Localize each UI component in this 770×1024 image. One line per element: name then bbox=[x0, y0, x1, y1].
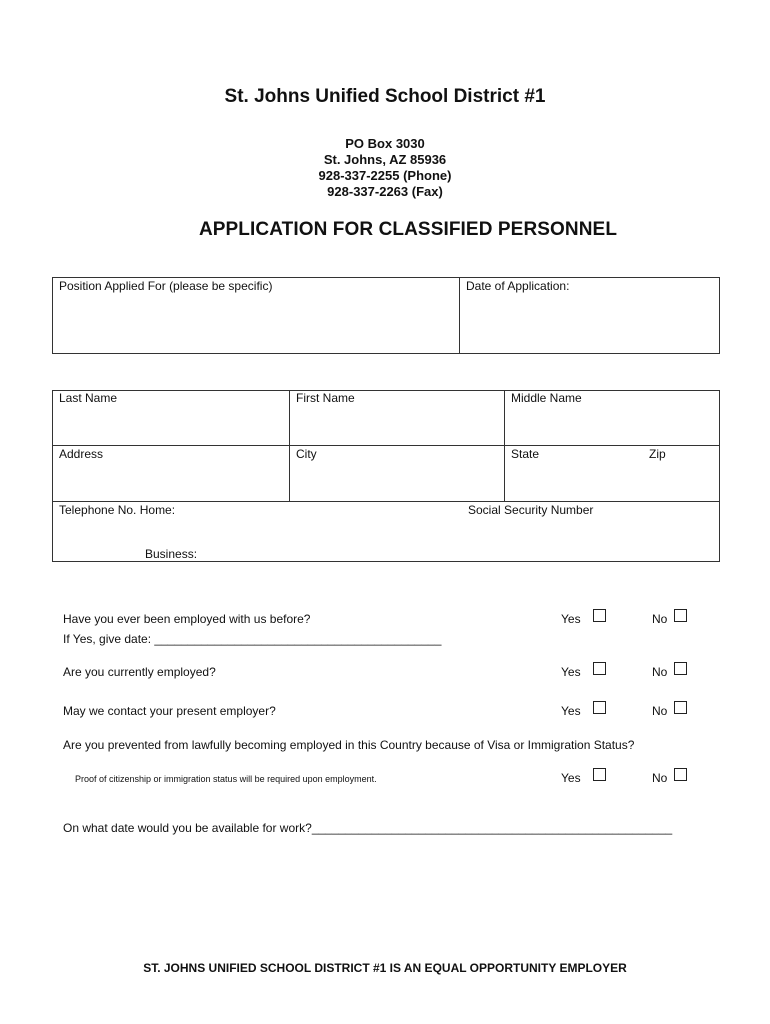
position-divider bbox=[459, 277, 460, 354]
contact-employer-no-label: No bbox=[652, 704, 668, 718]
row-divider-2 bbox=[52, 501, 720, 502]
address-line-phone: 928-337-2255 (Phone) bbox=[318, 168, 452, 183]
personal-info-box bbox=[52, 390, 720, 562]
question-employed-before: Have you ever been employed with us before? bbox=[63, 612, 311, 626]
business-phone-label: Business: bbox=[145, 547, 198, 561]
eeo-statement: ST. JOHNS UNIFIED SCHOOL DISTRICT #1 IS AN EQUAL OPPORTUNITY EMPLOYER bbox=[143, 961, 627, 975]
prevented-no-checkbox[interactable] bbox=[674, 768, 687, 781]
form-title: APPLICATION FOR CLASSIFIED PERSONNEL bbox=[198, 219, 618, 240]
employed-before-yes-checkbox[interactable] bbox=[593, 609, 606, 622]
middle-name-label: Middle Name bbox=[511, 391, 582, 405]
col-divider-2 bbox=[504, 390, 505, 501]
if-yes-give-date[interactable]: If Yes, give date: ___________________________________________ bbox=[63, 632, 442, 646]
ssn-label: Social Security Number bbox=[468, 503, 594, 517]
row-divider-1 bbox=[52, 445, 720, 446]
district-name: St. Johns Unified School District #1 bbox=[224, 86, 546, 107]
employed-before-no-checkbox[interactable] bbox=[674, 609, 687, 622]
contact-employer-yes-checkbox[interactable] bbox=[593, 701, 606, 714]
question-prevented-employment: Are you prevented from lawfully becoming employed in this Country because of Visa or Immigration Status? bbox=[63, 738, 635, 752]
proof-citizenship-note: Proof of citizenship or immigration status will be required upon employment. bbox=[75, 774, 377, 784]
currently-employed-yes-label: Yes bbox=[561, 665, 581, 679]
zip-label: Zip bbox=[649, 447, 666, 461]
contact-employer-yes-label: Yes bbox=[561, 704, 581, 718]
address-line-po-box: PO Box 3030 bbox=[345, 136, 425, 151]
col-divider-1 bbox=[289, 390, 290, 501]
question-currently-employed: Are you currently employed? bbox=[63, 665, 216, 679]
prevented-yes-label: Yes bbox=[561, 771, 581, 785]
address-line-fax: 928-337-2263 (Fax) bbox=[327, 184, 443, 199]
address-line-city: St. Johns, AZ 85936 bbox=[323, 152, 447, 167]
state-label: State bbox=[511, 447, 540, 461]
question-contact-employer: May we contact your present employer? bbox=[63, 704, 276, 718]
currently-employed-yes-checkbox[interactable] bbox=[593, 662, 606, 675]
date-of-application-label: Date of Application: bbox=[466, 279, 570, 293]
prevented-yes-checkbox[interactable] bbox=[593, 768, 606, 781]
address-label: Address bbox=[59, 447, 104, 461]
telephone-home-label: Telephone No. Home: bbox=[59, 503, 176, 517]
available-for-work-date[interactable]: On what date would you be available for work?______________________________________________________ bbox=[63, 821, 673, 835]
prevented-no-label: No bbox=[652, 771, 668, 785]
employed-before-no-label: No bbox=[652, 612, 668, 626]
first-name-label: First Name bbox=[296, 391, 355, 405]
currently-employed-no-checkbox[interactable] bbox=[674, 662, 687, 675]
contact-employer-no-checkbox[interactable] bbox=[674, 701, 687, 714]
city-label: City bbox=[296, 447, 317, 461]
last-name-label: Last Name bbox=[59, 391, 118, 405]
employed-before-yes-label: Yes bbox=[561, 612, 581, 626]
position-applied-label: Position Applied For (please be specific) bbox=[59, 279, 273, 293]
currently-employed-no-label: No bbox=[652, 665, 668, 679]
